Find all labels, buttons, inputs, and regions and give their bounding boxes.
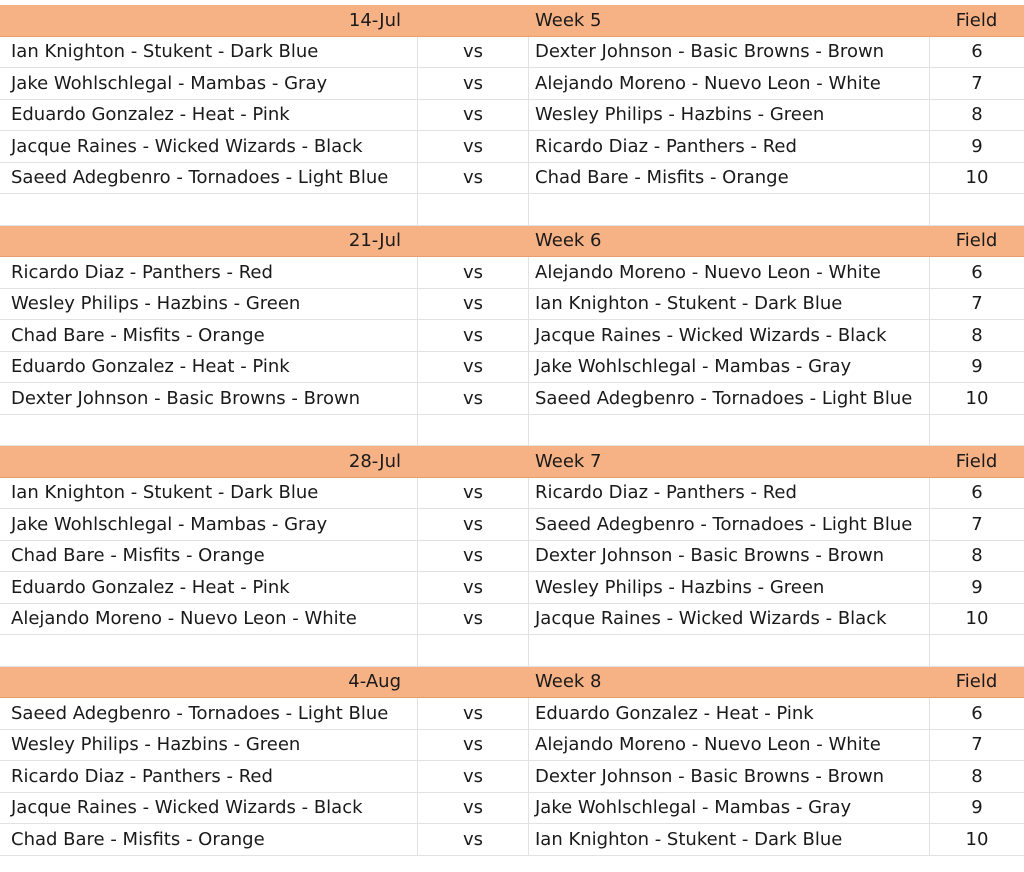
week-label-cell[interactable]: Week 7 xyxy=(529,446,930,477)
week-header-row xyxy=(0,446,1024,478)
field-number-cell[interactable]: 10 xyxy=(965,167,989,189)
game-row xyxy=(0,163,1024,195)
home-team-cell[interactable]: Chad Bare - Misfits - Orange xyxy=(0,541,418,572)
game-row xyxy=(0,604,1024,636)
vs-cell[interactable]: vs xyxy=(418,257,529,288)
game-row xyxy=(0,761,1024,793)
week-date-cell[interactable]: 4-Aug xyxy=(0,667,418,698)
home-team-cell[interactable]: Eduardo Gonzalez - Heat - Pink xyxy=(0,352,418,383)
vs-cell[interactable]: vs xyxy=(418,383,529,414)
game-row xyxy=(0,352,1024,384)
vs-cell[interactable]: vs xyxy=(418,793,529,824)
field-number-cell[interactable]: 9 xyxy=(971,135,983,157)
empty-cell[interactable] xyxy=(0,194,418,225)
blank-row xyxy=(0,415,1024,447)
field-number-cell[interactable]: 7 xyxy=(971,72,983,94)
game-row xyxy=(0,730,1024,762)
vs-cell[interactable]: vs xyxy=(418,131,529,162)
home-team-cell[interactable]: Chad Bare - Misfits - Orange xyxy=(0,320,418,351)
vs-cell[interactable]: vs xyxy=(418,730,529,761)
game-row xyxy=(0,698,1024,730)
home-team-cell[interactable]: Eduardo Gonzalez - Heat - Pink xyxy=(0,100,418,131)
field-number-cell[interactable]: 8 xyxy=(971,765,983,787)
away-team-cell[interactable]: Ian Knighton - Stukent - Dark Blue xyxy=(529,289,930,320)
header-empty-cell[interactable] xyxy=(418,446,529,477)
field-number-cell[interactable]: 8 xyxy=(971,324,983,346)
vs-cell[interactable]: vs xyxy=(418,320,529,351)
game-row xyxy=(0,320,1024,352)
vs-cell[interactable]: vs xyxy=(418,100,529,131)
empty-cell[interactable] xyxy=(0,415,418,446)
away-team-cell[interactable]: Jacque Raines - Wicked Wizards - Black xyxy=(529,320,930,351)
week-date-cell[interactable]: 28-Jul xyxy=(0,446,418,477)
empty-cell[interactable] xyxy=(0,635,418,666)
sheet-top-edge xyxy=(0,0,1024,4)
home-team-cell[interactable]: Jacque Raines - Wicked Wizards - Black xyxy=(0,793,418,824)
week-header-row xyxy=(0,5,1024,37)
game-row xyxy=(0,509,1024,541)
week-label-cell[interactable]: Week 5 xyxy=(529,5,930,36)
week-label-cell[interactable]: Week 8 xyxy=(529,667,930,698)
game-row xyxy=(0,37,1024,69)
away-team-cell[interactable]: Wesley Philips - Hazbins - Green xyxy=(529,100,930,131)
home-team-cell[interactable]: Jake Wohlschlegal - Mambas - Gray xyxy=(0,68,418,99)
header-empty-cell[interactable] xyxy=(418,5,529,36)
home-team-cell[interactable]: Wesley Philips - Hazbins - Green xyxy=(0,289,418,320)
field-number-cell[interactable]: 6 xyxy=(971,702,983,724)
away-team-cell[interactable]: Chad Bare - Misfits - Orange xyxy=(529,163,930,194)
field-header-cell[interactable]: Field xyxy=(930,667,1024,698)
vs-cell[interactable]: vs xyxy=(418,604,529,635)
empty-cell[interactable] xyxy=(930,635,1024,666)
empty-cell[interactable] xyxy=(529,635,930,666)
blank-row xyxy=(0,194,1024,226)
field-number-cell[interactable]: 10 xyxy=(965,608,989,630)
field-number-cell[interactable]: 7 xyxy=(971,513,983,535)
away-team-cell[interactable]: Jacque Raines - Wicked Wizards - Black xyxy=(529,604,930,635)
away-team-cell[interactable]: Jake Wohlschlegal - Mambas - Gray xyxy=(529,793,930,824)
game-row xyxy=(0,100,1024,132)
blank-row xyxy=(0,635,1024,667)
home-team-cell[interactable]: Saeed Adegbenro - Tornadoes - Light Blue xyxy=(0,698,418,729)
away-team-cell[interactable]: Wesley Philips - Hazbins - Green xyxy=(529,572,930,603)
vs-cell[interactable]: vs xyxy=(418,509,529,540)
home-team-cell[interactable]: Chad Bare - Misfits - Orange xyxy=(0,824,418,855)
home-team-cell[interactable]: Wesley Philips - Hazbins - Green xyxy=(0,730,418,761)
vs-cell[interactable]: vs xyxy=(418,761,529,792)
field-number-cell[interactable]: 9 xyxy=(971,797,983,819)
away-team-cell[interactable]: Dexter Johnson - Basic Browns - Brown xyxy=(529,761,930,792)
home-team-cell[interactable]: Ricardo Diaz - Panthers - Red xyxy=(0,761,418,792)
empty-cell[interactable] xyxy=(529,194,930,225)
vs-cell[interactable]: vs xyxy=(418,824,529,855)
vs-cell[interactable]: vs xyxy=(418,541,529,572)
field-number-cell[interactable]: 9 xyxy=(971,356,983,378)
week-label-cell[interactable]: Week 6 xyxy=(529,226,930,257)
away-team-cell[interactable]: Saeed Adegbenro - Tornadoes - Light Blue xyxy=(529,383,930,414)
vs-cell[interactable]: vs xyxy=(418,37,529,68)
field-number-cell[interactable]: 10 xyxy=(965,387,989,409)
home-team-cell[interactable]: Dexter Johnson - Basic Browns - Brown xyxy=(0,383,418,414)
empty-cell[interactable] xyxy=(529,415,930,446)
game-row xyxy=(0,572,1024,604)
home-team-cell[interactable]: Saeed Adegbenro - Tornadoes - Light Blue xyxy=(0,163,418,194)
field-number-cell[interactable]: 8 xyxy=(971,104,983,126)
empty-cell[interactable] xyxy=(930,415,1024,446)
field-number-cell[interactable]: 10 xyxy=(965,828,989,850)
empty-cell[interactable] xyxy=(418,415,529,446)
field-number-cell[interactable]: 6 xyxy=(971,261,983,283)
away-team-cell[interactable]: Dexter Johnson - Basic Browns - Brown xyxy=(529,541,930,572)
away-team-cell[interactable]: Dexter Johnson - Basic Browns - Brown xyxy=(529,37,930,68)
game-row xyxy=(0,478,1024,510)
away-team-cell[interactable]: Saeed Adegbenro - Tornadoes - Light Blue xyxy=(529,509,930,540)
vs-cell[interactable]: vs xyxy=(418,572,529,603)
away-team-cell[interactable]: Ricardo Diaz - Panthers - Red xyxy=(529,478,930,509)
game-row xyxy=(0,257,1024,289)
game-row xyxy=(0,541,1024,573)
game-row xyxy=(0,131,1024,163)
home-team-cell[interactable]: Ian Knighton - Stukent - Dark Blue xyxy=(0,478,418,509)
vs-cell[interactable]: vs xyxy=(418,698,529,729)
vs-cell[interactable]: vs xyxy=(418,478,529,509)
empty-cell[interactable] xyxy=(418,635,529,666)
away-team-cell[interactable]: Eduardo Gonzalez - Heat - Pink xyxy=(529,698,930,729)
away-team-cell[interactable]: Alejando Moreno - Nuevo Leon - White xyxy=(529,257,930,288)
away-team-cell[interactable]: Ricardo Diaz - Panthers - Red xyxy=(529,131,930,162)
field-header-cell[interactable]: Field xyxy=(930,446,1024,477)
field-number-cell[interactable]: 6 xyxy=(971,482,983,504)
empty-cell[interactable] xyxy=(930,194,1024,225)
week-header-row xyxy=(0,226,1024,258)
field-number-cell[interactable]: 7 xyxy=(971,293,983,315)
vs-cell[interactable]: vs xyxy=(418,352,529,383)
game-row xyxy=(0,793,1024,825)
home-team-cell[interactable]: Jacque Raines - Wicked Wizards - Black xyxy=(0,131,418,162)
home-team-cell[interactable]: Ian Knighton - Stukent - Dark Blue xyxy=(0,37,418,68)
field-header-cell[interactable]: Field xyxy=(930,5,1024,36)
away-team-cell[interactable]: Alejando Moreno - Nuevo Leon - White xyxy=(529,730,930,761)
away-team-cell[interactable]: Ian Knighton - Stukent - Dark Blue xyxy=(529,824,930,855)
home-team-cell[interactable]: Jake Wohlschlegal - Mambas - Gray xyxy=(0,509,418,540)
field-number-cell[interactable]: 7 xyxy=(971,734,983,756)
home-team-cell[interactable]: Eduardo Gonzalez - Heat - Pink xyxy=(0,572,418,603)
week-header-row xyxy=(0,667,1024,699)
game-row xyxy=(0,383,1024,415)
field-number-cell[interactable]: 6 xyxy=(971,41,983,63)
game-row xyxy=(0,824,1024,856)
game-row xyxy=(0,289,1024,321)
header-empty-cell[interactable] xyxy=(418,667,529,698)
away-team-cell[interactable]: Alejando Moreno - Nuevo Leon - White xyxy=(529,68,930,99)
game-row xyxy=(0,68,1024,100)
vs-cell[interactable]: vs xyxy=(418,68,529,99)
field-number-cell[interactable]: 8 xyxy=(971,545,983,567)
week-date-cell[interactable]: 14-Jul xyxy=(0,5,418,36)
vs-cell[interactable]: vs xyxy=(418,289,529,320)
week-date-cell[interactable]: 21-Jul xyxy=(0,226,418,257)
home-team-cell[interactable]: Alejando Moreno - Nuevo Leon - White xyxy=(0,604,418,635)
field-header-cell[interactable]: Field xyxy=(930,226,1024,257)
field-number-cell[interactable]: 9 xyxy=(971,576,983,598)
empty-cell[interactable] xyxy=(418,194,529,225)
vs-cell[interactable]: vs xyxy=(418,163,529,194)
home-team-cell[interactable]: Ricardo Diaz - Panthers - Red xyxy=(0,257,418,288)
header-empty-cell[interactable] xyxy=(418,226,529,257)
away-team-cell[interactable]: Jake Wohlschlegal - Mambas - Gray xyxy=(529,352,930,383)
